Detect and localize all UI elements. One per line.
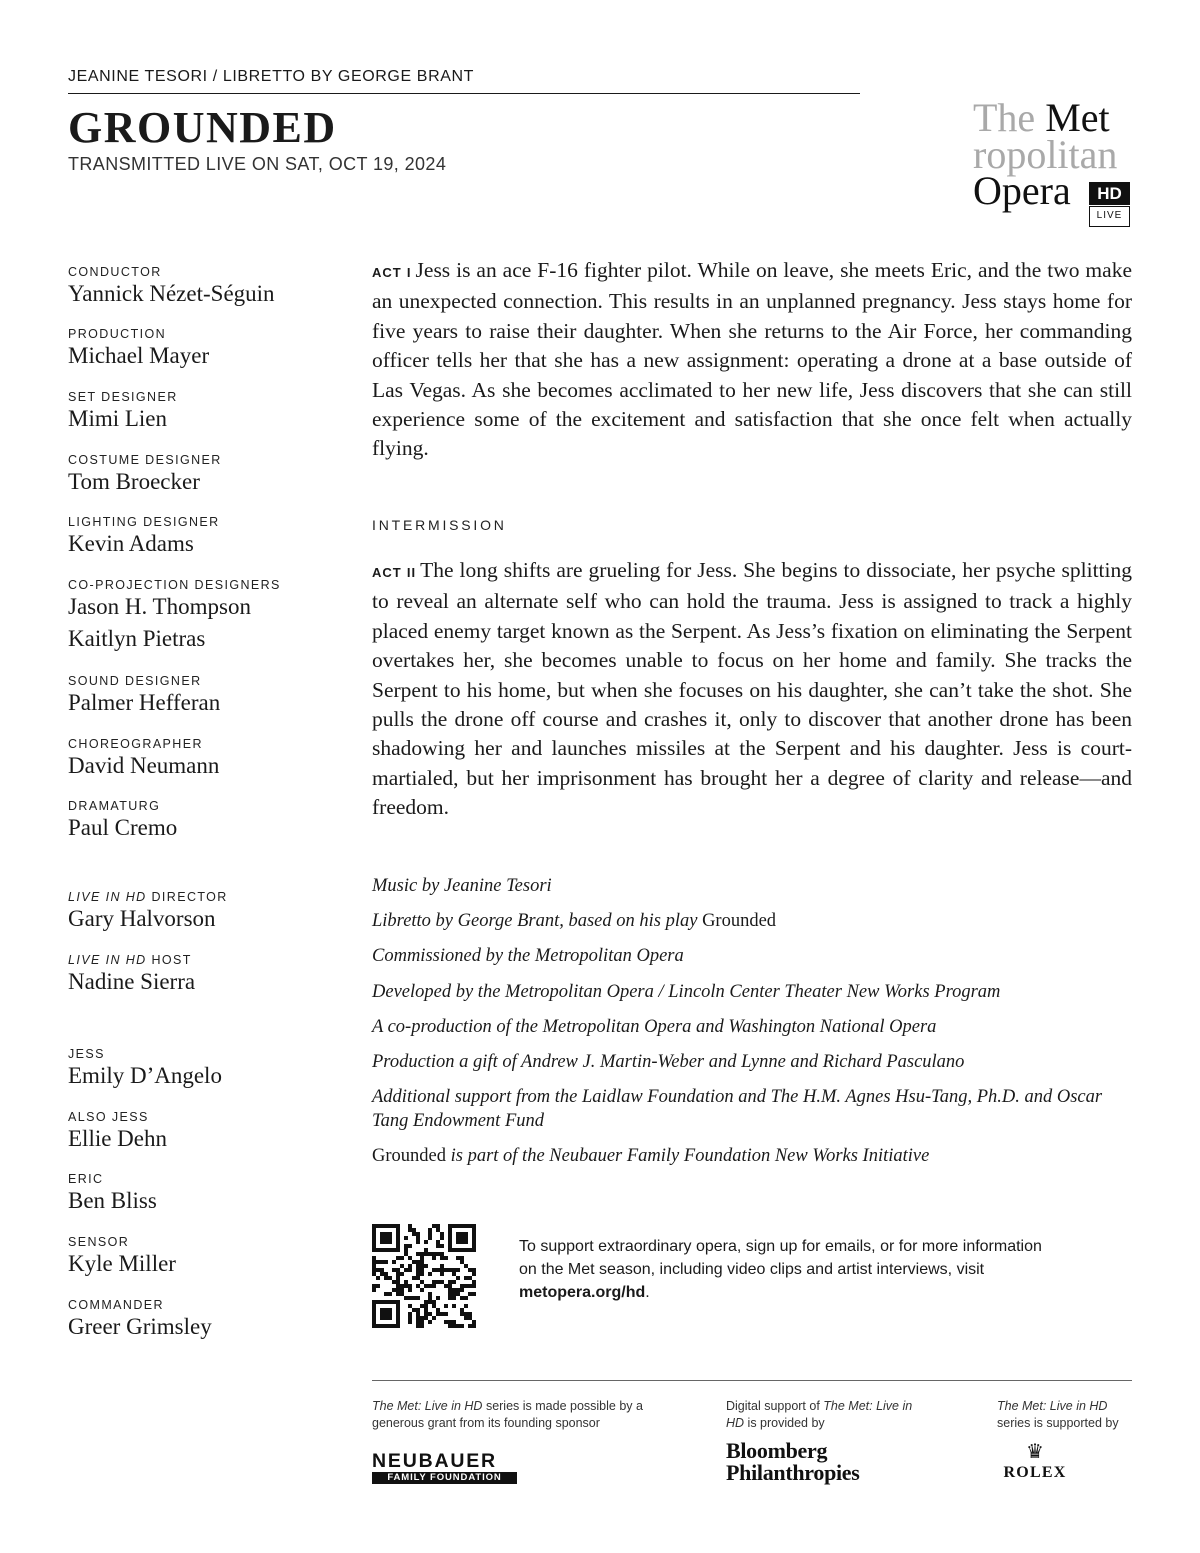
credit-hd-director xyxy=(68,889,228,933)
credit-name: Tom Broecker xyxy=(68,469,200,494)
credit-role: SET DESIGNER xyxy=(68,390,178,404)
credit-conductor xyxy=(68,264,275,308)
credit-name: Jason H. Thompson xyxy=(68,594,251,619)
credit-hd-host xyxy=(68,952,195,996)
credit-role: LIGHTING DESIGNER xyxy=(68,515,220,529)
credit-costume-designer xyxy=(68,452,222,496)
act-2-text: The long shifts are grueling for Jess. She begins to dissociate, her psyche splitting to reveal an alternate self who can hold the trauma. Jess is assigned to track a highly placed enemy target known as the Serpent. As Jess’s fixation on eliminating the Serpent overtakes her, she becomes unable to focus on her home and family. She tracks the Serpent to his home, but when she focuses on his daughter, she can’t take the shot. She pulls the drone off course and crashes it, only to discover that another drone has been shadowing her and launches missiles at the Serpent and his daughter. Jess is court-martialed, but her imprisonment has brought her a degree of clarity and release—and freedom. xyxy=(372,558,1132,820)
page-title: GROUNDED xyxy=(68,103,337,152)
footer-digital-pre: Digital support of xyxy=(726,1399,824,1413)
cast-also-jess xyxy=(68,1109,167,1153)
byline: JEANINE TESORI / LIBRETTO BY GEORGE BRANT xyxy=(68,68,860,94)
cast-eric xyxy=(68,1171,157,1215)
logo-live-badge: LIVE xyxy=(1089,206,1130,227)
credit-role: SOUND DESIGNER xyxy=(68,674,202,688)
credit-role: PRODUCTION xyxy=(68,327,167,341)
support-cta-end: . xyxy=(645,1284,650,1301)
credit-dramaturg xyxy=(68,798,177,842)
footer-sponsor-text: series is made possible by a generous grant from its founding sponsor xyxy=(372,1399,643,1430)
note-music: Music by Jeanine Tesori xyxy=(372,876,552,896)
footer-sponsor-note xyxy=(372,1398,662,1432)
cast-sensor xyxy=(68,1234,176,1278)
cast-name: Kyle Miller xyxy=(68,1251,176,1276)
cast-name: Greer Grimsley xyxy=(68,1314,212,1339)
credit-name: Kaitlyn Pietras xyxy=(68,626,206,651)
credit-role-italic: LIVE IN HD xyxy=(68,953,147,967)
note-initiative-text: is part of the Neubauer Family Foundation New Works Initiative xyxy=(445,1146,930,1166)
logo-opera: Opera xyxy=(973,168,1071,213)
footer-series-italic: The Met: Live in HD xyxy=(726,1399,913,1430)
philanthropies-word: Philanthropies xyxy=(726,1460,860,1485)
credit-role-rest: DIRECTOR xyxy=(146,890,228,904)
bloomberg-word: Bloomberg xyxy=(726,1438,828,1463)
credit-name: Paul Cremo xyxy=(68,815,178,840)
note-support: Additional support from the Laidlaw Foundation and The H.M. Agnes Hsu-Tang, Ph.D. and Oscar Tang Endowment Fund xyxy=(372,1087,1103,1131)
synopsis-act-1 xyxy=(372,256,1132,464)
intermission-label: INTERMISSION xyxy=(372,517,507,533)
neubauer-wordmark: NEUBAUER xyxy=(372,1450,497,1472)
note-developed: Developed by the Metropolitan Opera / Lincoln Center Theater New Works Program xyxy=(372,982,1001,1002)
note-commissioned: Commissioned by the Metropolitan Opera xyxy=(372,946,684,966)
credit-name: Nadine Sierra xyxy=(68,969,196,994)
cast-commander xyxy=(68,1297,212,1341)
credit-role: DRAMATURG xyxy=(68,799,161,813)
credit-role-italic: LIVE IN HD xyxy=(68,890,147,904)
cast-jess xyxy=(68,1046,222,1090)
logo-met: Met xyxy=(1045,95,1110,140)
cast-role: JESS xyxy=(68,1047,105,1061)
transmission-date: TRANSMITTED LIVE ON SAT, OCT 19, 2024 xyxy=(68,154,447,174)
act-2-label: ACT II xyxy=(372,565,417,580)
cast-role: SENSOR xyxy=(68,1235,130,1249)
credit-role-rest: HOST xyxy=(146,953,192,967)
rolex-wordmark: ROLEX xyxy=(1003,1464,1067,1481)
credit-role xyxy=(68,889,228,905)
note-initiative-work: Grounded xyxy=(372,1146,446,1166)
bloomberg-philanthropies-logo xyxy=(726,1440,860,1484)
cast-role: COMMANDER xyxy=(68,1298,164,1312)
credit-role: CO-PROJECTION DESIGNERS xyxy=(68,578,281,592)
cast-role: ALSO JESS xyxy=(68,1110,149,1124)
credit-role: CONDUCTOR xyxy=(68,265,162,279)
credit-lighting-designer xyxy=(68,514,220,558)
logo-ropolitan: ropolitan xyxy=(973,132,1118,177)
credit-role xyxy=(68,952,195,968)
note-coproduction: A co-production of the Metropolitan Opera and Washington National Opera xyxy=(372,1017,937,1037)
credit-projection-designers xyxy=(68,577,281,653)
footer-series-italic: The Met: Live in HD xyxy=(372,1399,483,1413)
credit-set-designer xyxy=(68,389,178,433)
support-link[interactable]: metopera.org/hd xyxy=(519,1284,646,1301)
neubauer-logo xyxy=(372,1451,517,1484)
credit-name: Palmer Hefferan xyxy=(68,690,221,715)
note-initiative xyxy=(372,1144,1132,1168)
synopsis-act-2 xyxy=(372,556,1132,823)
credit-sound-designer xyxy=(68,673,220,717)
note-libretto-text: Libretto by George Brant, based on his play xyxy=(372,911,698,931)
support-cta-text: To support extraordinary opera, sign up for emails, or for more information on the Met season, including video clips and artist interviews, visit xyxy=(519,1238,1042,1278)
act-1-text: Jess is an ace F-16 fighter pilot. While on leave, she meets Eric, and the two make an unexpected connection. This results in an unplanned pregnancy. Jess stays home for five years to raise their daughter. When she returns to the Air Force, her commanding officer tells her that she has a new assignment: operating a drone at a base outside of Las Vegas. As she becomes acclimated to her new life, Jess discovers that she can still experience some of the excitement and satisfaction that she once felt when actually flying. xyxy=(372,258,1132,461)
qr-code[interactable] xyxy=(372,1224,476,1328)
note-libretto xyxy=(372,909,1132,933)
credit-choreographer xyxy=(68,736,219,780)
crown-icon: ♛ xyxy=(1026,1441,1044,1463)
credit-name: Mimi Lien xyxy=(68,406,168,431)
credit-role: CHOREOGRAPHER xyxy=(68,737,203,751)
credit-name: Gary Halvorson xyxy=(68,906,216,931)
footer-digital-text: is provided by xyxy=(744,1416,825,1430)
cast-name: Emily D’Angelo xyxy=(68,1063,222,1088)
support-cta xyxy=(519,1235,1059,1304)
met-opera-hd-logo xyxy=(973,95,1143,233)
credit-production xyxy=(68,326,209,370)
footer-series-italic: The Met: Live in HD xyxy=(997,1399,1108,1413)
credit-name: Yannick Nézet-Séguin xyxy=(68,281,275,306)
cast-role: ERIC xyxy=(68,1172,104,1186)
credit-name: Michael Mayer xyxy=(68,343,210,368)
note-libretto-work: Grounded xyxy=(697,911,777,931)
footer-divider xyxy=(372,1380,1132,1381)
logo-the: The xyxy=(973,95,1036,140)
logo-hd-badge: HD xyxy=(1089,182,1130,205)
credit-name: Kevin Adams xyxy=(68,531,194,556)
neubauer-subtitle: FAMILY FOUNDATION xyxy=(372,1472,517,1484)
note-gift: Production a gift of Andrew J. Martin-Weber and Lynne and Richard Pasculano xyxy=(372,1052,965,1072)
credit-role: COSTUME DESIGNER xyxy=(68,453,222,467)
credit-name: David Neumann xyxy=(68,753,220,778)
rolex-logo xyxy=(997,1440,1073,1482)
footer-digital-note xyxy=(726,1398,916,1432)
footer-rolex-note xyxy=(997,1398,1137,1432)
cast-name: Ellie Dehn xyxy=(68,1126,167,1151)
footer-rolex-text: series is supported by xyxy=(997,1416,1119,1430)
cast-name: Ben Bliss xyxy=(68,1188,157,1213)
act-1-label: ACT I xyxy=(372,265,412,280)
